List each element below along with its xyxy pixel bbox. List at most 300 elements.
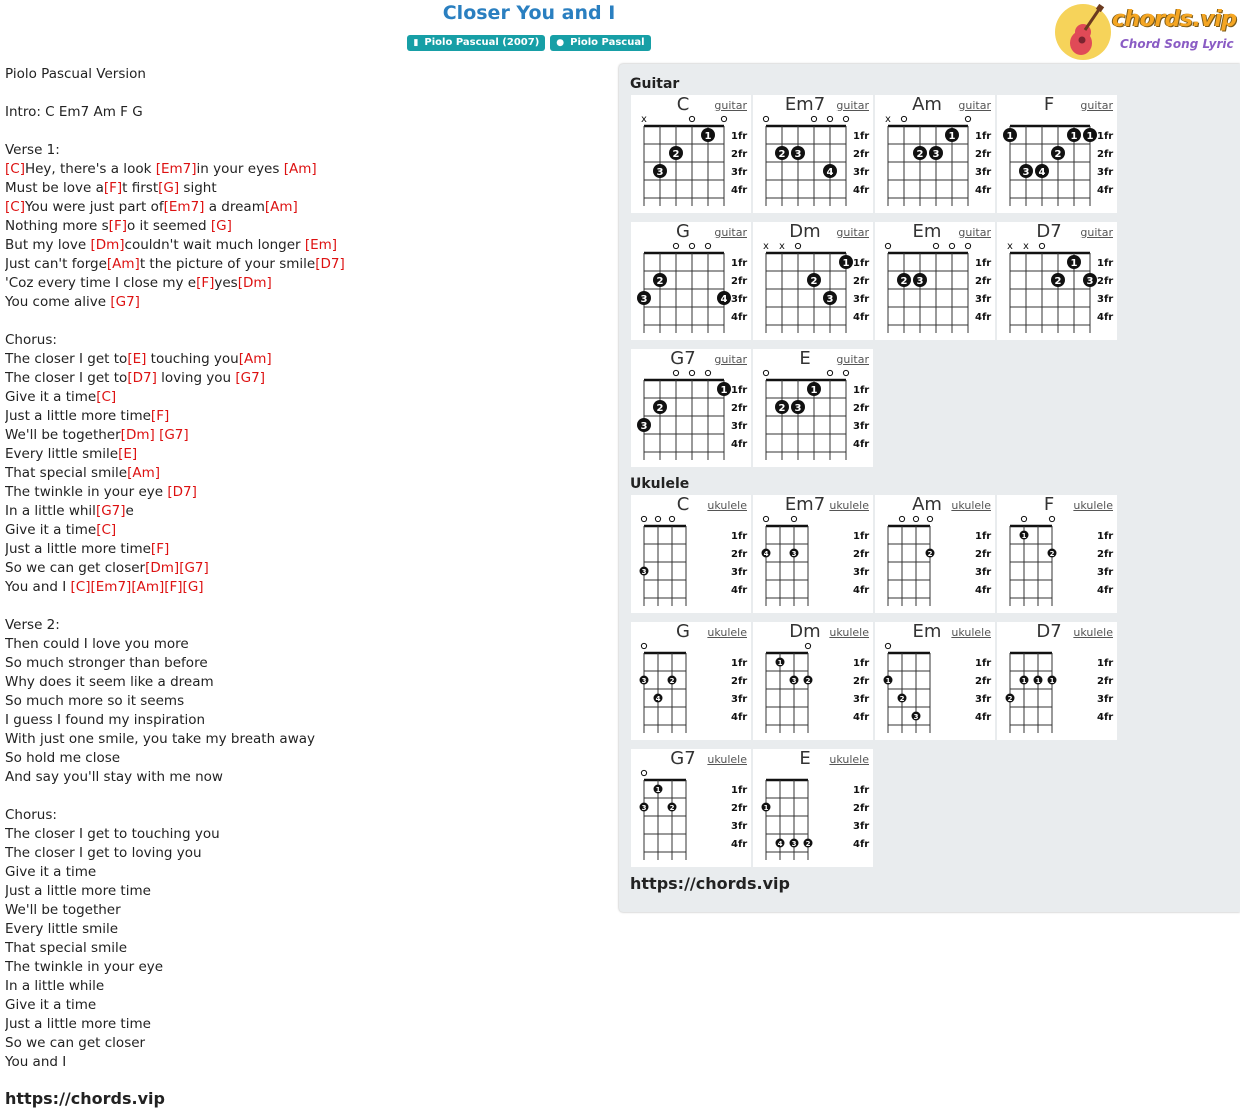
instrument-link[interactable]: ukulele xyxy=(829,753,869,766)
chord-name: Em7 xyxy=(784,94,826,115)
chord-marker[interactable]: [Em7] xyxy=(163,199,205,215)
chord-marker[interactable]: [G7] xyxy=(235,370,265,386)
lyric-text: You and I xyxy=(5,579,71,595)
chord-diagram xyxy=(631,222,751,340)
chord-marker[interactable]: [Em7] xyxy=(155,161,197,177)
lyric-text: o it seemed xyxy=(126,218,211,234)
fret-label: 3fr xyxy=(1097,694,1114,705)
chord-diagram xyxy=(753,222,873,340)
finger-number: 4 xyxy=(720,294,728,305)
finger-number: 3 xyxy=(791,550,797,558)
fret-label: 1fr xyxy=(731,385,748,396)
lyric-text: Give it a time xyxy=(5,389,97,405)
open-string-marker xyxy=(705,370,710,375)
finger-number: 4 xyxy=(777,840,783,848)
guitar-section-label: Guitar xyxy=(630,76,680,92)
finger-number: 1 xyxy=(885,677,891,685)
lyric-text: You and I xyxy=(5,1054,67,1070)
finger-number: 1 xyxy=(1070,131,1078,142)
fret-label: 4fr xyxy=(731,312,748,323)
lyric-text: So much more so it seems xyxy=(5,693,185,709)
lyric-line xyxy=(5,654,605,673)
lyric-text: yes xyxy=(214,275,238,291)
finger-number: 3 xyxy=(826,294,834,305)
chord-name: F xyxy=(1043,94,1055,115)
instrument-link[interactable]: ukulele xyxy=(829,499,869,512)
lyric-text: So we can get closer xyxy=(5,1035,146,1051)
lyric-line xyxy=(5,521,605,540)
lyric-text: The twinkle in your eye xyxy=(5,959,164,975)
lyric-text: loving you xyxy=(156,370,236,386)
instrument-link[interactable]: ukulele xyxy=(829,626,869,639)
lyric-line xyxy=(5,692,605,711)
lyric-line xyxy=(5,901,605,920)
finger-number: 3 xyxy=(640,421,648,432)
instrument-link[interactable]: ukulele xyxy=(951,499,991,512)
chord-diagram xyxy=(875,622,995,740)
chord-marker[interactable]: [D7] xyxy=(315,256,345,272)
ukulele-chord-card xyxy=(997,622,1117,740)
lyric-line xyxy=(5,217,605,236)
ukulele-chord-card xyxy=(631,749,751,867)
lyric-text: The closer I get to loving you xyxy=(5,845,202,861)
finger-number: 1 xyxy=(1021,677,1027,685)
chord-name: G xyxy=(676,221,690,242)
footer-site-url[interactable]: https://chords.vip xyxy=(5,1089,165,1108)
finger-number: 4 xyxy=(826,167,834,178)
book-icon: ▮ xyxy=(413,38,419,48)
lyric-line xyxy=(5,635,605,654)
chord-diagram xyxy=(997,95,1117,213)
guitar-chord-card xyxy=(753,95,873,213)
lyric-line xyxy=(5,483,605,502)
finger-number: 3 xyxy=(640,294,648,305)
lyric-line xyxy=(5,407,605,426)
chord-name: G7 xyxy=(670,748,696,769)
chord-marker[interactable]: [E] xyxy=(127,351,147,367)
chord-diagram xyxy=(997,495,1117,613)
guitar-chord-card xyxy=(631,95,751,213)
lyric-line xyxy=(5,84,605,103)
instrument-link[interactable]: ukulele xyxy=(1073,626,1113,639)
fret-label: 2fr xyxy=(853,276,870,287)
lyric-line xyxy=(5,236,605,255)
open-string-marker xyxy=(965,243,970,248)
fret-label: 1fr xyxy=(853,258,870,269)
panel-site-url[interactable]: https://chords.vip xyxy=(630,874,790,893)
chord-name: Am xyxy=(912,494,942,515)
finger-number: 3 xyxy=(791,840,797,848)
ukulele-chord-card xyxy=(875,622,995,740)
chord-marker[interactable]: [F] xyxy=(196,275,215,291)
lyric-text: With just one smile, you take my breath away xyxy=(5,731,315,747)
chord-diagram xyxy=(631,749,751,867)
finger-number: 3 xyxy=(1086,276,1094,287)
chord-marker[interactable]: [Am] xyxy=(127,465,160,481)
lyric-line xyxy=(5,369,605,388)
chord-marker[interactable]: [D7] xyxy=(127,370,157,386)
chord-marker[interactable]: [G] xyxy=(158,180,180,196)
lyric-line xyxy=(5,540,605,559)
lyric-line xyxy=(5,597,605,616)
lyric-line xyxy=(5,730,605,749)
chord-name: F xyxy=(1043,494,1055,515)
guitar-logo-icon xyxy=(1054,2,1114,62)
chord-diagram xyxy=(631,622,751,740)
muted-string-marker: x xyxy=(1007,241,1013,252)
lyric-text: couldn't wait much longer xyxy=(124,237,305,253)
chord-name: G xyxy=(676,621,690,642)
instrument-link[interactable]: guitar xyxy=(836,99,869,112)
logo-wordmark: chords.vip xyxy=(1112,7,1237,32)
fret-label: 3fr xyxy=(731,294,748,305)
ukulele-chord-card xyxy=(753,495,873,613)
open-string-marker xyxy=(791,516,796,521)
lyric-line xyxy=(5,141,605,160)
lyric-text: e xyxy=(125,503,134,519)
instrument-link[interactable]: ukulele xyxy=(707,626,747,639)
fret-label: 1fr xyxy=(853,131,870,142)
lyric-line xyxy=(5,274,605,293)
finger-number: 1 xyxy=(1021,532,1027,540)
chord-name: Em7 xyxy=(784,494,826,515)
open-string-marker xyxy=(805,643,810,648)
finger-number: 1 xyxy=(1035,677,1041,685)
fret-label: 4fr xyxy=(975,585,992,596)
fret-label: 4fr xyxy=(731,439,748,450)
chord-diagram xyxy=(631,95,751,213)
instrument-link[interactable]: ukulele xyxy=(707,499,747,512)
chord-marker[interactable]: [C] xyxy=(5,161,25,177)
artist-badge-label: Piolo Pascual xyxy=(570,37,645,48)
fret-label: 4fr xyxy=(731,585,748,596)
fret-label: 1fr xyxy=(1097,258,1114,269)
guitar-chord-card xyxy=(875,222,995,340)
person-icon: ● xyxy=(556,38,565,48)
fret-label: 4fr xyxy=(731,712,748,723)
open-string-marker xyxy=(641,770,646,775)
chord-marker[interactable]: [G] xyxy=(210,218,232,234)
chord-diagram xyxy=(753,495,873,613)
fret-label: 1fr xyxy=(853,385,870,396)
finger-number: 3 xyxy=(932,149,940,160)
lyric-text: We'll be together xyxy=(5,902,121,918)
chord-marker[interactable]: [G7] xyxy=(159,427,189,443)
chord-name: E xyxy=(799,748,811,769)
fret-label: 4fr xyxy=(853,585,870,596)
open-string-marker xyxy=(689,370,694,375)
finger-number: 1 xyxy=(1086,131,1094,142)
fret-label: 1fr xyxy=(1097,531,1114,542)
lyric-text: Nothing more s xyxy=(5,218,109,234)
lyric-text: Give it a time xyxy=(5,997,97,1013)
open-string-marker xyxy=(1049,516,1054,521)
open-string-marker xyxy=(689,243,694,248)
song-badges xyxy=(0,35,1058,51)
lyric-line xyxy=(5,122,605,141)
chord-marker[interactable]: [Dm] xyxy=(145,560,180,576)
fret-label: 1fr xyxy=(853,658,870,669)
finger-number: 2 xyxy=(927,550,933,558)
fret-label: 2fr xyxy=(853,676,870,687)
guitar-chord-card xyxy=(875,95,995,213)
page-title: Closer You and I xyxy=(442,2,616,24)
site-logo[interactable] xyxy=(1054,2,1240,62)
fret-label: 4fr xyxy=(853,312,870,323)
chord-marker[interactable]: [Am] xyxy=(106,256,140,272)
finger-number: 2 xyxy=(656,276,664,287)
chord-marker[interactable]: [G7] xyxy=(110,294,140,310)
instrument-link[interactable]: guitar xyxy=(836,226,869,239)
fret-label: 1fr xyxy=(975,258,992,269)
chord-name: D7 xyxy=(1036,621,1062,642)
chord-marker[interactable]: [D7] xyxy=(167,484,197,500)
fret-label: 2fr xyxy=(975,149,992,160)
chord-diagram xyxy=(631,495,751,613)
lyric-line xyxy=(5,445,605,464)
lyric-line xyxy=(5,426,605,445)
finger-number: 1 xyxy=(810,385,818,396)
open-string-marker xyxy=(641,516,646,521)
lyric-text: Chorus: xyxy=(5,807,57,823)
fret-label: 2fr xyxy=(731,403,748,414)
lyric-text: Just a little more time xyxy=(5,883,151,899)
fret-label: 3fr xyxy=(731,694,748,705)
lyric-text: You were just part of xyxy=(24,199,164,215)
fret-label: 3fr xyxy=(853,821,870,832)
fret-label: 2fr xyxy=(1097,676,1114,687)
lyric-text: You come alive xyxy=(5,294,111,310)
chord-diagram xyxy=(753,95,873,213)
chord-marker[interactable]: [Am] xyxy=(283,161,317,177)
fret-label: 2fr xyxy=(1097,276,1114,287)
lyric-text: So hold me close xyxy=(5,750,121,766)
finger-number: 3 xyxy=(1022,167,1030,178)
finger-number: 2 xyxy=(805,840,811,848)
chord-marker[interactable]: [C] xyxy=(96,522,117,538)
ukulele-chord-card xyxy=(997,495,1117,613)
lyric-text: Then could I love you more xyxy=(5,636,189,652)
lyric-line xyxy=(5,882,605,901)
lyric-line xyxy=(5,502,605,521)
muted-string-marker: x xyxy=(641,114,647,125)
lyric-text: I guess I found my inspiration xyxy=(5,712,206,728)
finger-number: 3 xyxy=(656,167,664,178)
chord-marker[interactable]: [F] xyxy=(108,218,127,234)
chord-marker[interactable]: [Dm] xyxy=(90,237,125,253)
lyric-line xyxy=(5,103,605,122)
fret-label: 3fr xyxy=(975,694,992,705)
lyric-text: The twinkle in your eye xyxy=(5,484,168,500)
chord-diagram xyxy=(997,222,1117,340)
finger-number: 1 xyxy=(948,131,956,142)
open-string-marker xyxy=(885,643,890,648)
instrument-link[interactable]: ukulele xyxy=(1073,499,1113,512)
chord-marker[interactable]: [C] xyxy=(5,199,25,215)
chord-marker[interactable]: [G7] xyxy=(95,503,126,519)
lyric-text: Give it a time xyxy=(5,864,97,880)
open-string-marker xyxy=(927,516,932,521)
fret-label: 4fr xyxy=(853,439,870,450)
chord-marker[interactable]: [C] xyxy=(70,579,91,595)
artist-badge[interactable] xyxy=(550,35,650,51)
ukulele-chord-card xyxy=(631,495,751,613)
lyric-text: Just a little more time xyxy=(5,541,151,557)
chord-diagram xyxy=(875,222,995,340)
lyric-line xyxy=(5,350,605,369)
lyric-line xyxy=(5,179,605,198)
finger-number: 4 xyxy=(655,695,661,703)
open-string-marker xyxy=(641,643,646,648)
lyric-text: Just a little more time xyxy=(5,408,151,424)
fret-label: 3fr xyxy=(853,567,870,578)
lyric-text: Chorus: xyxy=(5,332,57,348)
ukulele-chord-card xyxy=(753,749,873,867)
finger-number: 2 xyxy=(1054,149,1062,160)
lyric-text: In a little while xyxy=(5,978,105,994)
lyric-line xyxy=(5,673,605,692)
fret-label: 3fr xyxy=(731,567,748,578)
chord-marker[interactable]: [G] xyxy=(182,579,204,595)
instrument-link[interactable]: guitar xyxy=(714,226,747,239)
lyric-text: Every little smile xyxy=(5,921,119,937)
finger-number: 2 xyxy=(778,149,786,160)
chord-marker[interactable]: [E] xyxy=(118,446,138,462)
lyric-line xyxy=(5,920,605,939)
chord-marker[interactable]: [F] xyxy=(150,541,170,557)
lyric-text: The closer I get to xyxy=(5,370,128,386)
finger-number: 2 xyxy=(1007,695,1013,703)
lyric-text: a dream xyxy=(204,199,265,215)
lyric-text: t first xyxy=(122,180,159,196)
fret-label: 2fr xyxy=(853,549,870,560)
chord-diagram xyxy=(753,622,873,740)
lyric-text: That special smile xyxy=(5,465,128,481)
instrument-link[interactable]: guitar xyxy=(714,353,747,366)
lyric-line xyxy=(5,863,605,882)
instrument-link[interactable]: guitar xyxy=(1080,99,1113,112)
open-string-marker xyxy=(673,370,678,375)
lyric-text: Verse 2: xyxy=(5,617,60,633)
finger-number: 2 xyxy=(916,149,924,160)
fret-label: 2fr xyxy=(975,276,992,287)
ukulele-section-label: Ukulele xyxy=(630,476,690,492)
lyric-text: touching you xyxy=(146,351,239,367)
fret-label: 1fr xyxy=(1097,658,1114,669)
chord-diagrams-panel xyxy=(619,64,1240,912)
fret-label: 1fr xyxy=(731,531,748,542)
finger-number: 3 xyxy=(641,568,647,576)
fret-label: 4fr xyxy=(731,839,748,850)
lyric-text: The closer I get to touching you xyxy=(5,826,220,842)
lyric-line xyxy=(5,711,605,730)
lyric-line xyxy=(5,578,605,597)
fret-label: 3fr xyxy=(975,294,992,305)
ukulele-chord-card xyxy=(631,622,751,740)
album-badge-label: Piolo Pascual (2007) xyxy=(424,37,540,48)
fret-label: 2fr xyxy=(853,803,870,814)
chord-marker[interactable]: [C] xyxy=(96,389,117,405)
open-string-marker xyxy=(763,516,768,521)
chord-marker[interactable]: [F] xyxy=(103,180,123,196)
open-string-marker xyxy=(689,116,694,121)
open-string-marker xyxy=(827,116,832,121)
chord-name: C xyxy=(676,94,690,115)
lyric-text: The closer I get to xyxy=(5,351,128,367)
chord-marker[interactable]: [Em] xyxy=(304,237,338,253)
instrument-link[interactable]: ukulele xyxy=(707,753,747,766)
fret-label: 2fr xyxy=(731,276,748,287)
chord-marker[interactable]: [Em7] xyxy=(90,579,132,595)
lyric-text: But my love xyxy=(5,237,91,253)
open-string-marker xyxy=(949,243,954,248)
chord-diagram xyxy=(631,349,751,467)
finger-number: 2 xyxy=(669,804,675,812)
fret-label: 4fr xyxy=(975,185,992,196)
finger-number: 2 xyxy=(1049,550,1055,558)
finger-number: 2 xyxy=(656,403,664,414)
fret-label: 1fr xyxy=(1097,131,1114,142)
fret-label: 4fr xyxy=(1097,312,1114,323)
instrument-link[interactable]: guitar xyxy=(958,226,991,239)
chord-marker[interactable]: [G7] xyxy=(179,560,209,576)
finger-number: 2 xyxy=(669,677,675,685)
instrument-link[interactable]: guitar xyxy=(958,99,991,112)
finger-number: 3 xyxy=(794,149,802,160)
chord-name: Em xyxy=(912,221,942,242)
finger-number: 3 xyxy=(913,713,919,721)
finger-number: 2 xyxy=(899,695,905,703)
lyric-line xyxy=(5,312,605,331)
open-string-marker xyxy=(899,516,904,521)
chord-marker[interactable]: [Dm] xyxy=(237,275,272,291)
instrument-link[interactable]: guitar xyxy=(836,353,869,366)
instrument-link[interactable]: guitar xyxy=(1080,226,1113,239)
guitar-chord-card xyxy=(753,222,873,340)
chord-marker[interactable]: [F] xyxy=(164,579,183,595)
album-badge[interactable] xyxy=(407,35,545,51)
chord-marker[interactable]: [Dm] xyxy=(120,427,155,443)
fret-label: 4fr xyxy=(975,712,992,723)
lyric-line xyxy=(5,806,605,825)
lyric-line xyxy=(5,160,605,179)
fret-label: 3fr xyxy=(853,294,870,305)
lyric-line xyxy=(5,958,605,977)
lyric-line xyxy=(5,559,605,578)
finger-number: 1 xyxy=(655,786,661,794)
chord-marker[interactable]: [Am] xyxy=(238,351,272,367)
lyric-line xyxy=(5,787,605,806)
open-string-marker xyxy=(901,116,906,121)
instrument-link[interactable]: guitar xyxy=(714,99,747,112)
finger-number: 1 xyxy=(1049,677,1055,685)
open-string-marker xyxy=(965,116,970,121)
lyrics-body xyxy=(5,65,605,1072)
chord-marker[interactable]: [F] xyxy=(150,408,170,424)
finger-number: 2 xyxy=(778,403,786,414)
lyric-text: So we can get closer xyxy=(5,560,146,576)
fret-label: 3fr xyxy=(853,694,870,705)
fret-label: 1fr xyxy=(731,258,748,269)
fret-label: 1fr xyxy=(975,531,992,542)
instrument-link[interactable]: ukulele xyxy=(951,626,991,639)
fret-label: 4fr xyxy=(1097,185,1114,196)
chord-diagram xyxy=(997,622,1117,740)
fret-label: 3fr xyxy=(975,167,992,178)
chord-marker[interactable]: [Am] xyxy=(131,579,165,595)
chord-marker[interactable]: [Am] xyxy=(264,199,298,215)
chord-name: E xyxy=(799,348,811,369)
